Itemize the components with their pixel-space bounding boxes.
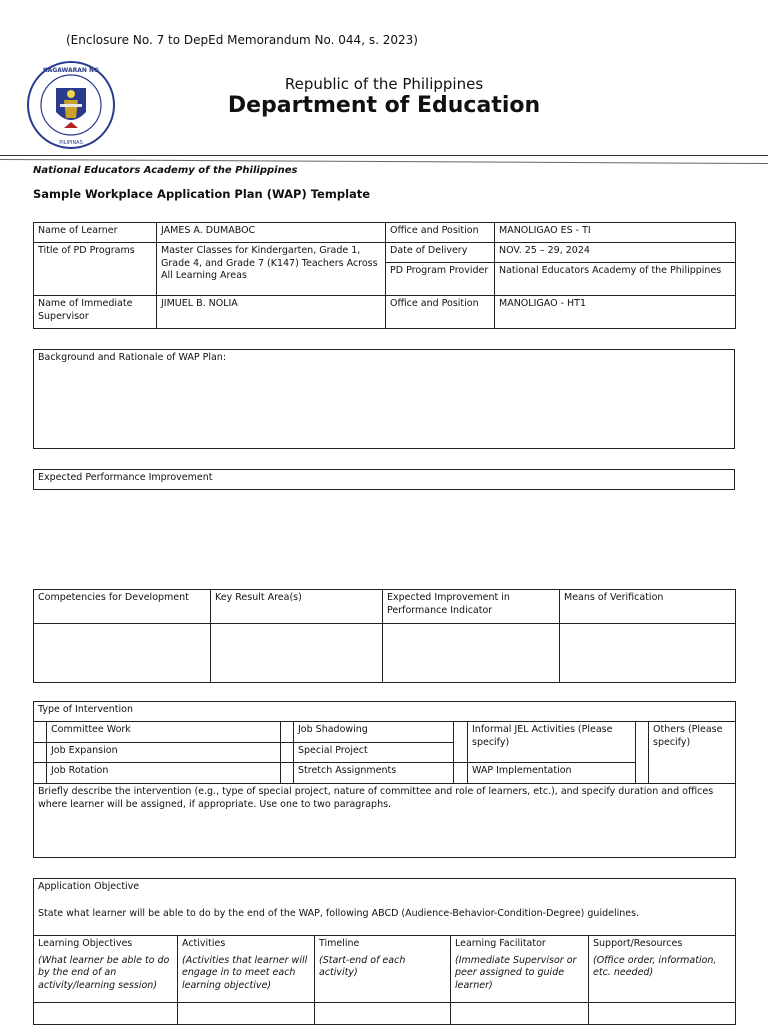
provider-value[interactable]: National Educators Academy of the Philippines bbox=[495, 263, 736, 296]
svg-text:PILIPINAS: PILIPINAS bbox=[59, 140, 83, 146]
pd-title-label: Title of PD Programs bbox=[34, 243, 157, 296]
department-heading: Department of Education bbox=[227, 93, 541, 118]
shadowing-checkbox[interactable] bbox=[281, 722, 294, 743]
others-checkbox[interactable] bbox=[636, 722, 649, 784]
expected-performance-label: Expected Performance Improvement bbox=[38, 472, 213, 483]
support-entry[interactable] bbox=[589, 1003, 736, 1025]
academy-name: National Educators Academy of the Philippines bbox=[33, 165, 298, 176]
learning-objectives-desc: (What learner be able to do by the end of an activity/learning session) bbox=[34, 953, 178, 1003]
means-verification-header: Means of Verification bbox=[560, 590, 736, 624]
facilitator-desc: (Immediate Supervisor or peer assigned to guide learner) bbox=[451, 953, 589, 1003]
expected-performance-box[interactable] bbox=[33, 469, 735, 490]
expansion-label: Job Expansion bbox=[47, 743, 281, 763]
background-rationale-box[interactable] bbox=[33, 349, 735, 449]
stretch-label: Stretch Assignments bbox=[294, 763, 454, 784]
activities-entry[interactable] bbox=[178, 1003, 315, 1025]
activities-header: Activities bbox=[178, 936, 315, 953]
competencies-table bbox=[33, 589, 736, 683]
date-label: Date of Delivery bbox=[386, 243, 495, 263]
expected-improvement-cell[interactable] bbox=[383, 624, 560, 683]
rotation-checkbox[interactable] bbox=[34, 763, 47, 784]
application-label: Application Objective bbox=[38, 881, 140, 892]
key-result-cell[interactable] bbox=[211, 624, 383, 683]
header-divider-secondary bbox=[0, 159, 768, 164]
supervisor-office-value[interactable]: MANOLIGAO - HT1 bbox=[495, 296, 736, 329]
supervisor-office-label: Office and Position bbox=[386, 296, 495, 329]
special-checkbox[interactable] bbox=[281, 743, 294, 763]
expansion-checkbox[interactable] bbox=[34, 743, 47, 763]
committee-label: Committee Work bbox=[47, 722, 281, 743]
stretch-checkbox[interactable] bbox=[281, 763, 294, 784]
committee-checkbox[interactable] bbox=[34, 722, 47, 743]
supervisor-label: Name of Immediate Supervisor bbox=[34, 296, 157, 329]
support-desc: (Office order, information, etc. needed) bbox=[589, 953, 736, 1003]
special-label: Special Project bbox=[294, 743, 454, 763]
timeline-header: Timeline bbox=[315, 936, 451, 953]
learning-objectives-header: Learning Objectives bbox=[34, 936, 178, 953]
facilitator-entry[interactable] bbox=[451, 1003, 589, 1025]
rotation-label: Job Rotation bbox=[47, 763, 281, 784]
supervisor-value[interactable]: JIMUEL B. NOLIA bbox=[157, 296, 386, 329]
name-label: Name of Learner bbox=[34, 223, 157, 243]
activities-desc: (Activities that learner will engage in to meet each learning objective) bbox=[178, 953, 315, 1003]
informal-checkbox[interactable] bbox=[454, 722, 468, 763]
facilitator-header: Learning Facilitator bbox=[451, 936, 589, 953]
wap-impl-label: WAP Implementation bbox=[468, 763, 636, 784]
intervention-label: Type of Intervention bbox=[34, 702, 736, 722]
competencies-cell[interactable] bbox=[34, 624, 211, 683]
provider-label: PD Program Provider bbox=[386, 263, 495, 296]
name-value[interactable]: JAMES A. DUMABOC bbox=[157, 223, 386, 243]
application-objective-table bbox=[33, 878, 736, 1025]
intervention-table bbox=[33, 701, 736, 858]
application-objective-cell bbox=[34, 879, 736, 936]
key-result-header: Key Result Area(s) bbox=[211, 590, 383, 624]
wap-impl-checkbox[interactable] bbox=[454, 763, 468, 784]
office-label: Office and Position bbox=[386, 223, 495, 243]
competencies-header: Competencies for Development bbox=[34, 590, 211, 624]
shadowing-label: Job Shadowing bbox=[294, 722, 454, 743]
office-value[interactable]: MANOLIGAO ES - TI bbox=[495, 223, 736, 243]
application-instructions: State what learner will be able to do by the end of the WAP, following ABCD (Audience-Behavior-Condition-Degree) guidelines. bbox=[38, 907, 640, 919]
date-value[interactable]: NOV. 25 – 29, 2024 bbox=[495, 243, 736, 263]
header-divider bbox=[0, 155, 768, 156]
intervention-description[interactable]: Briefly describe the intervention (e.g., type of special project, nature of committee and role of learners, etc.), and specify duration and offices where learner will be assigned, if appropriate. Use one to two paragraphs. bbox=[34, 784, 736, 858]
timeline-desc: (Start-end of each activity) bbox=[315, 953, 451, 1003]
support-header: Support/Resources bbox=[589, 936, 736, 953]
timeline-entry[interactable] bbox=[315, 1003, 451, 1025]
learner-info-table bbox=[33, 222, 736, 329]
informal-label: Informal JEL Activities (Please specify) bbox=[468, 722, 636, 763]
pd-title-value[interactable]: Master Classes for Kindergarten, Grade 1, Grade 4, and Grade 7 (K147) Teachers Across All Learning Areas bbox=[157, 243, 386, 296]
others-label: Others (Please specify) bbox=[649, 722, 736, 784]
svg-text:KAGAWARAN NG: KAGAWARAN NG bbox=[43, 67, 99, 74]
document-title: Sample Workplace Application Plan (WAP) Template bbox=[33, 187, 371, 201]
means-verification-cell[interactable] bbox=[560, 624, 736, 683]
background-label: Background and Rationale of WAP Plan: bbox=[38, 352, 227, 363]
enclosure-note: (Enclosure No. 7 to DepEd Memorandum No. 044, s. 2023) bbox=[66, 33, 418, 47]
republic-heading: Republic of the Philippines bbox=[284, 75, 484, 93]
learning-objectives-entry[interactable] bbox=[34, 1003, 178, 1025]
expected-improvement-header: Expected Improvement in Performance Indicator bbox=[383, 590, 560, 624]
